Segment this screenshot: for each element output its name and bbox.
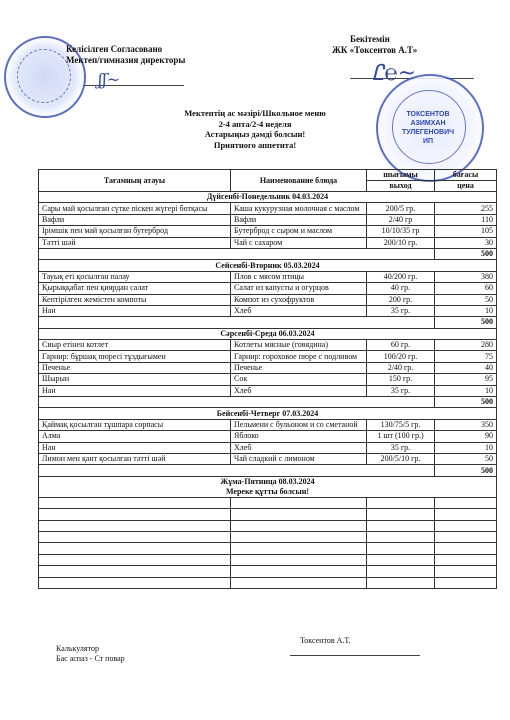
dish-name-kz: Сары май қосылған сүтке піскен жүгері ботқасы	[39, 203, 231, 214]
dish-name-kz: Кептірілген жемістен компоты	[39, 294, 231, 305]
day-header-row	[39, 476, 497, 497]
dish-row	[39, 271, 497, 282]
blank-row	[39, 531, 497, 542]
right-signature: Ꮭ℮~	[372, 61, 417, 86]
dish-row	[39, 453, 497, 464]
dish-name-ru: Каша кукурузная молочная с маслом	[231, 203, 367, 214]
dish-price: 105	[435, 226, 497, 237]
dish-yield: 100/20 гр.	[367, 351, 435, 362]
dish-price: 350	[435, 419, 497, 430]
dish-price: 60	[435, 283, 497, 294]
blank-cell	[367, 497, 435, 508]
dish-name-kz: Тауық еті қосылған палау	[39, 271, 231, 282]
title-line4: Приятного аппетита!	[213, 139, 297, 150]
blank-cell	[435, 543, 497, 554]
dish-yield: 130/75/5 гр.	[367, 419, 435, 430]
blank-cell	[435, 531, 497, 542]
total-price: 500	[435, 317, 497, 328]
blank-cell	[231, 554, 367, 565]
dish-name-kz: Гарнир: бұршақ пюресі тұздығымен	[39, 351, 231, 362]
dish-price: 110	[435, 214, 497, 225]
day-header-row	[39, 192, 497, 203]
dish-name-ru: Вафли	[231, 214, 367, 225]
day-header: Бейсенбі-Четверг 07.03.2024	[39, 408, 497, 419]
blank-row	[39, 566, 497, 577]
dish-yield: 35 гр.	[367, 442, 435, 453]
dish-row	[39, 351, 497, 362]
dish-yield: 200/5/10 гр.	[367, 453, 435, 464]
col-header-kz: Тағамның атауы	[39, 170, 231, 192]
dish-name-ru: Плов с мясом птицы	[231, 271, 367, 282]
blank-cell	[435, 497, 497, 508]
dish-row	[39, 214, 497, 225]
dish-row	[39, 226, 497, 237]
dish-yield: 150 гр.	[367, 374, 435, 385]
dish-yield: 200/5 гр.	[367, 203, 435, 214]
dish-price: 10	[435, 442, 497, 453]
dish-name-ru: Компот из сухофруктов	[231, 294, 367, 305]
dish-name-ru: Хлеб	[231, 305, 367, 316]
dish-name-ru: Пельмени с бульоном и со сметаной	[231, 419, 367, 430]
total-row	[39, 465, 497, 476]
total-price: 500	[435, 397, 497, 408]
dish-name-kz: Сиыр етінен котлет	[39, 340, 231, 351]
holiday-greeting: Мереке құтты болсын!	[225, 486, 310, 496]
day-header	[39, 476, 497, 497]
dish-name-ru: Хлеб	[231, 442, 367, 453]
dish-name-kz: Ірімшік пен май қосылған бутерброд	[39, 226, 231, 237]
left-signature: ʃʃ~	[98, 70, 121, 89]
blank-cell	[367, 554, 435, 565]
col-header-price-kz: бағасы	[435, 170, 497, 181]
dish-name-kz: Алма	[39, 431, 231, 442]
blank-cell	[367, 509, 435, 520]
dish-name-ru: Гарнир: гороховое пюре с подливом	[231, 351, 367, 362]
menu-title	[150, 108, 360, 150]
day-header: Сейсенбі-Вторник 05.03.2024	[39, 260, 497, 271]
dish-row	[39, 340, 497, 351]
dish-row	[39, 385, 497, 396]
dish-row	[39, 237, 497, 248]
stamp-text: ТОКСЕНТОВ АЗИМХАН ТУЛЕГЕНОВИЧ ИП	[401, 111, 455, 145]
footer-name: Токсентов А.Т.	[300, 636, 351, 645]
dish-yield: 35 гр.	[367, 385, 435, 396]
dish-name-kz: Шырын	[39, 374, 231, 385]
dish-yield: 10/10/35 гр	[367, 226, 435, 237]
total-row	[39, 317, 497, 328]
dish-name-kz: Нан	[39, 385, 231, 396]
day-header: Сәрсенбі-Среда 06.03.2024	[39, 328, 497, 339]
dish-price: 10	[435, 305, 497, 316]
col-header-yield-kz: шығымы	[367, 170, 435, 181]
dish-name-kz: Нан	[39, 305, 231, 316]
dish-name-ru: Сок	[231, 374, 367, 385]
dish-name-kz: Нан	[39, 442, 231, 453]
title-line2: 2-4 апта/2-4 неделя	[218, 118, 292, 129]
blank-row	[39, 577, 497, 588]
dish-name-ru: Хлеб	[231, 385, 367, 396]
dish-name-ru: Чай сладкий с лимоном	[231, 453, 367, 464]
total-spacer	[39, 397, 435, 408]
dish-yield: 2/40 гр	[367, 214, 435, 225]
blank-cell	[39, 566, 231, 577]
dish-yield: 2/40 гр.	[367, 362, 435, 373]
dish-yield: 200 гр.	[367, 294, 435, 305]
dish-price: 380	[435, 271, 497, 282]
dish-name-kz: Вафли	[39, 214, 231, 225]
dish-yield: 35 гр.	[367, 305, 435, 316]
blank-row	[39, 543, 497, 554]
dish-row	[39, 419, 497, 430]
dish-row	[39, 305, 497, 316]
dish-price: 90	[435, 431, 497, 442]
dish-name-ru: Салат из капусты и огурцов	[231, 283, 367, 294]
blank-cell	[231, 497, 367, 508]
blank-cell	[39, 509, 231, 520]
dish-name-ru: Бутерброд с сыром и маслом	[231, 226, 367, 237]
blank-cell	[435, 520, 497, 531]
day-header-row	[39, 328, 497, 339]
blank-cell	[435, 554, 497, 565]
dish-name-kz: Тәтті шәй	[39, 237, 231, 248]
blank-cell	[39, 531, 231, 542]
footer-signature-line	[290, 655, 420, 656]
dish-row	[39, 283, 497, 294]
dish-row	[39, 442, 497, 453]
blank-cell	[367, 566, 435, 577]
dish-name-kz: Қырыққабат пен қиярдан салат	[39, 283, 231, 294]
dish-name-ru: Чай с сахаром	[231, 237, 367, 248]
total-row	[39, 248, 497, 259]
blank-cell	[39, 497, 231, 508]
title-line1: Мектептің ас мәзірі/Школьное меню	[184, 108, 326, 118]
title-line3: Астарыңыз дәмді болсын!	[204, 129, 306, 139]
day-header-row	[39, 260, 497, 271]
blank-cell	[367, 577, 435, 588]
blank-row	[39, 509, 497, 520]
dish-yield: 60 гр.	[367, 340, 435, 351]
dish-row	[39, 294, 497, 305]
blank-cell	[231, 520, 367, 531]
col-header-yield-ru: выход	[367, 181, 435, 192]
blank-row	[39, 520, 497, 531]
dish-yield: 40/200 гр.	[367, 271, 435, 282]
blank-cell	[367, 520, 435, 531]
blank-cell	[39, 577, 231, 588]
col-header-ru: Наименование блюда	[231, 170, 367, 192]
dish-name-kz: Печенье	[39, 362, 231, 373]
menu-table-body	[39, 192, 497, 589]
dish-row	[39, 431, 497, 442]
dish-price: 40	[435, 362, 497, 373]
day-header-row	[39, 408, 497, 419]
day-header: Дүйсенбі-Понедельник 04.03.2024	[39, 192, 497, 203]
blank-cell	[39, 520, 231, 531]
dish-name-ru: Печенье	[231, 362, 367, 373]
approval-left	[66, 44, 185, 66]
col-header-price-ru: цена	[435, 181, 497, 192]
approval-right	[332, 34, 417, 56]
dish-name-ru: Котлеты мясные (говядина)	[231, 340, 367, 351]
total-price: 500	[435, 248, 497, 259]
dish-row	[39, 362, 497, 373]
dish-yield: 40 гр.	[367, 283, 435, 294]
table-header-row-top	[39, 170, 497, 181]
dish-yield: 1 шт (100 гр.)	[367, 431, 435, 442]
approval-right-line2: ЖК «Токсентов А.Т»	[332, 45, 418, 55]
dish-yield: 200/10 гр.	[367, 237, 435, 248]
blank-cell	[39, 554, 231, 565]
blank-row	[39, 497, 497, 508]
blank-cell	[39, 543, 231, 554]
day-header-label: Жұма-Пятница 08.03.2024	[220, 476, 315, 486]
total-row	[39, 397, 497, 408]
dish-price: 255	[435, 203, 497, 214]
blank-cell	[435, 509, 497, 520]
approval-left-line2: Мектеп/гимназия директоры	[66, 55, 186, 65]
dish-price: 50	[435, 453, 497, 464]
dish-price: 75	[435, 351, 497, 362]
total-spacer	[39, 317, 435, 328]
blank-cell	[231, 531, 367, 542]
total-price: 500	[435, 465, 497, 476]
dish-price: 50	[435, 294, 497, 305]
dish-price: 10	[435, 385, 497, 396]
dish-row	[39, 374, 497, 385]
blank-cell	[367, 531, 435, 542]
blank-cell	[435, 577, 497, 588]
total-spacer	[39, 248, 435, 259]
approval-left-line1: Келісілген Согласовано	[66, 44, 163, 54]
blank-row	[39, 554, 497, 565]
blank-cell	[231, 577, 367, 588]
blank-cell	[231, 509, 367, 520]
dish-row	[39, 203, 497, 214]
blank-cell	[435, 566, 497, 577]
blank-cell	[231, 543, 367, 554]
dish-price: 280	[435, 340, 497, 351]
approval-right-line1: Бекітемін	[350, 34, 390, 44]
menu-table	[38, 169, 497, 589]
footer-calculator: Калькулятор	[56, 644, 99, 653]
footer-cook: Бас аспаз - Ст повар	[56, 654, 125, 663]
dish-name-kz: Лимон мен қант қосылған тәтті шәй	[39, 453, 231, 464]
dish-name-kz: Қаймақ қосылған тұшпара сорпасы	[39, 419, 231, 430]
blank-cell	[231, 566, 367, 577]
blank-cell	[367, 543, 435, 554]
dish-name-ru: Яблоко	[231, 431, 367, 442]
total-spacer	[39, 465, 435, 476]
dish-price: 30	[435, 237, 497, 248]
dish-price: 95	[435, 374, 497, 385]
